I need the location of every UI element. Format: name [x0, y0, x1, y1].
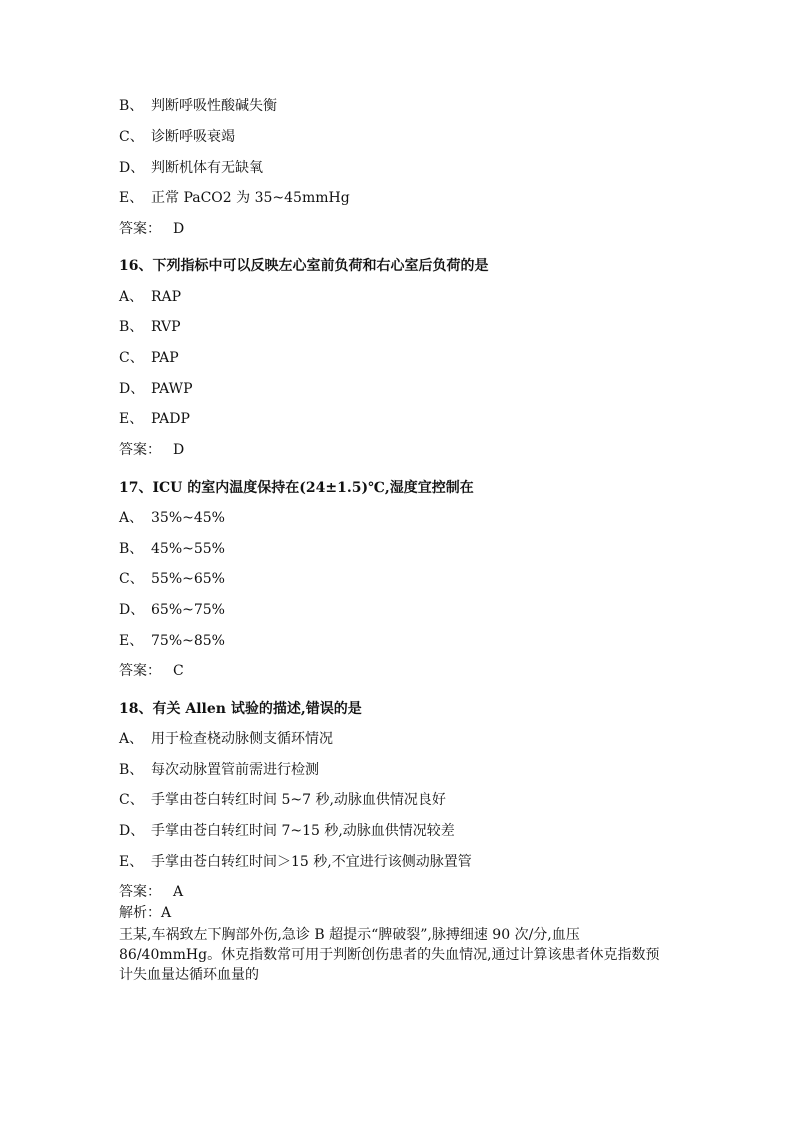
analysis-line: 解析：A: [119, 905, 172, 921]
option-d: D、 PAWP: [119, 381, 193, 397]
option-e: E、 PADP: [119, 411, 190, 427]
answer-line: 答案： D: [119, 442, 185, 458]
option-b: B、 45%~55%: [119, 541, 225, 557]
question-title: 17、ICU 的室内温度保持在(24±1.5)℃,湿度宜控制在: [119, 480, 474, 496]
case-paragraph: 王某,车祸致左下胸部外伤,急诊 B 超提示“脾破裂”,脉搏细速 90 次/分,血压 86/40mmHg。休克指数常可用于判断创伤患者的失血情况,通过计算该患者休克指数预计失血量达循环血量的: [119, 927, 660, 983]
answer-line: 答案： A: [119, 884, 184, 900]
option-e: E、 正常 PaCO2 为 35~45mmHg: [119, 190, 350, 206]
option-c: C、 PAP: [119, 350, 179, 366]
option-e: E、 75%~85%: [119, 633, 225, 649]
option-d: D、 手掌由苍白转红时间 7~15 秒,动脉血供情况较差: [119, 823, 455, 839]
option-a: A、 用于检查桡动脉侧支循环情况: [119, 731, 333, 747]
option-d: D、 判断机体有无缺氧: [119, 160, 263, 176]
answer-line: 答案： C: [119, 663, 184, 679]
option-b: B、 判断呼吸性酸碱失衡: [119, 98, 277, 114]
option-d: D、 65%~75%: [119, 602, 225, 618]
question-title: 16、下列指标中可以反映左心室前负荷和右心室后负荷的是: [119, 258, 489, 274]
option-a: A、 35%~45%: [119, 510, 225, 526]
option-a: A、 RAP: [119, 289, 182, 305]
option-b: B、 每次动脉置管前需进行检测: [119, 762, 319, 778]
option-c: C、 55%~65%: [119, 571, 225, 587]
answer-line: 答案： D: [119, 221, 185, 237]
question-title: 18、有关 Allen 试验的描述,错误的是: [119, 701, 362, 717]
option-c: C、 诊断呼吸衰竭: [119, 129, 235, 145]
option-c: C、 手掌由苍白转红时间 5~7 秒,动脉血供情况良好: [119, 792, 446, 808]
option-e: E、 手掌由苍白转红时间＞15 秒,不宜进行该侧动脉置管: [119, 854, 472, 870]
option-b: B、 RVP: [119, 319, 181, 335]
